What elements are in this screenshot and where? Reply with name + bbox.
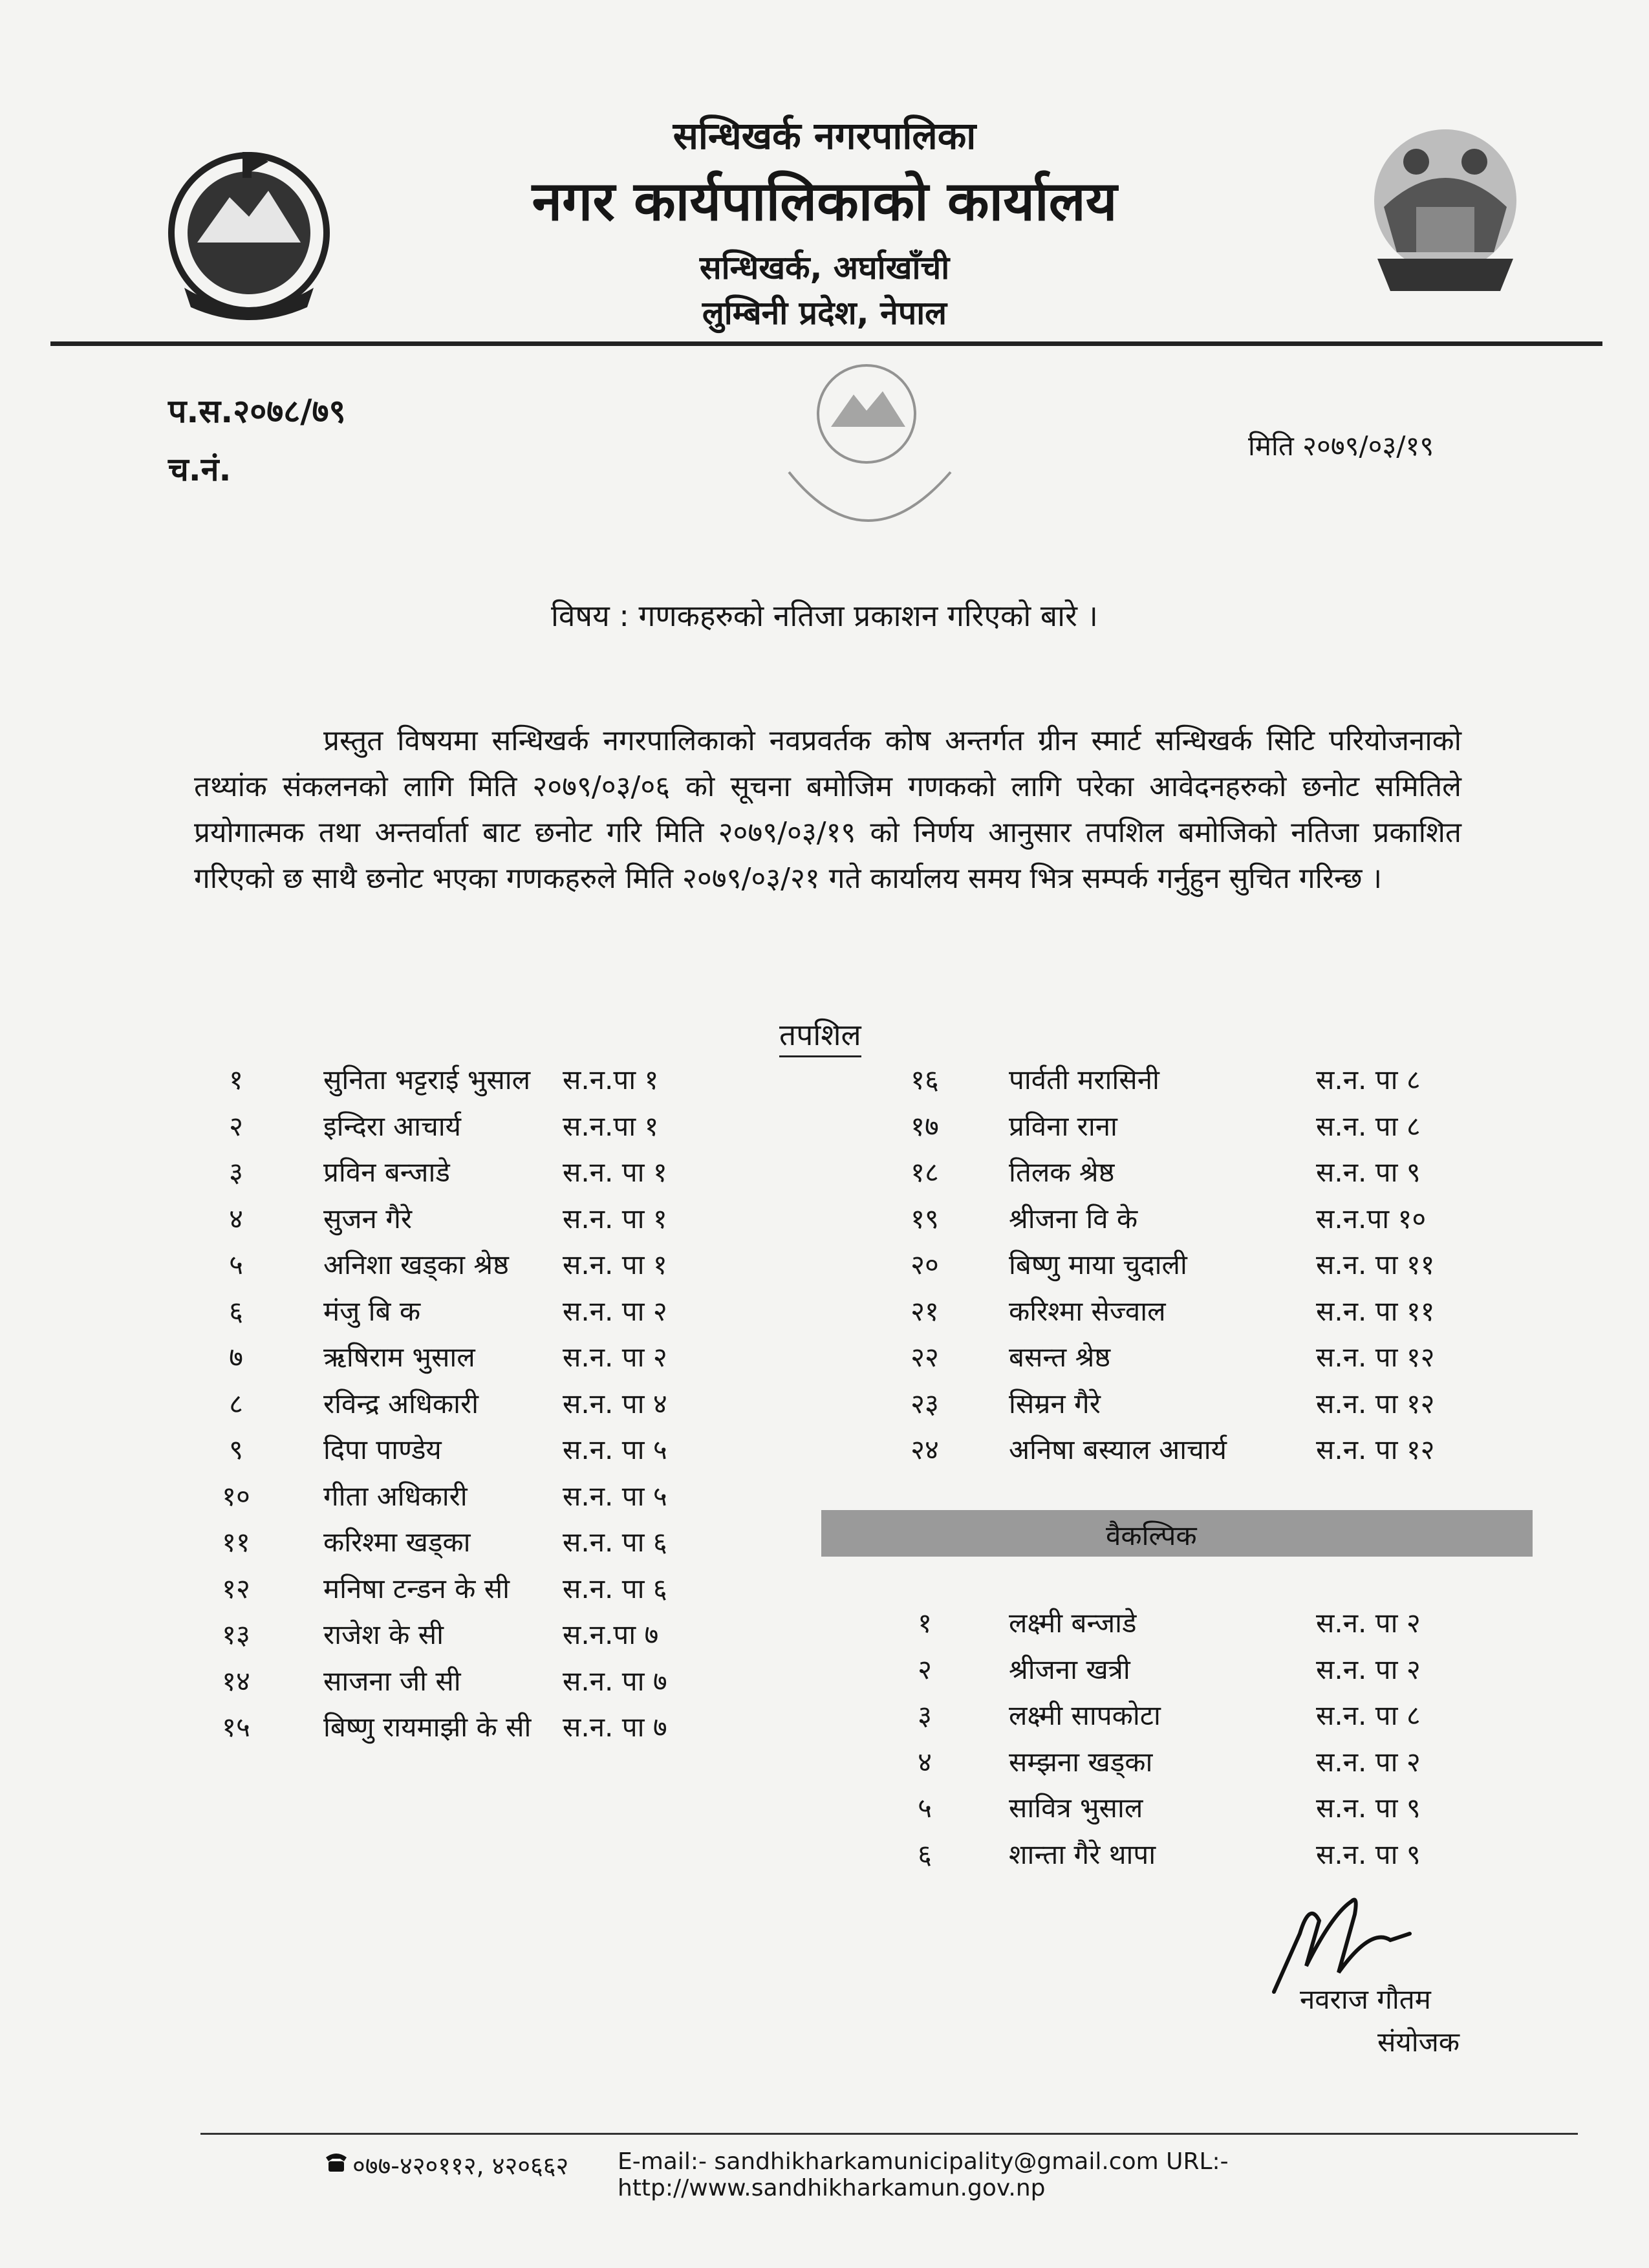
table-row — [197, 1338, 844, 1378]
row-ward: स.न. पा ७ — [563, 1665, 667, 1697]
row-ward: स.न.पा ७ — [563, 1619, 659, 1650]
row-number: २३ — [911, 1387, 939, 1420]
row-name: सिम्रन गैरे — [1009, 1387, 1101, 1420]
row-name: बसन्त श्रेष्ठ — [1009, 1341, 1111, 1373]
table-row — [886, 1789, 1533, 1829]
row-ward: स.न. पा २ — [563, 1295, 667, 1327]
row-number: २ — [918, 1653, 932, 1685]
table-row — [886, 1696, 1533, 1736]
row-ward: स.न. पा २ — [1316, 1745, 1421, 1778]
dispatch-number: च.नं. — [168, 451, 232, 488]
details-heading: तपशिल — [779, 1014, 861, 1057]
row-name: साजना जी सी — [323, 1665, 461, 1697]
row-name: अनिषा बस्याल आचार्य — [1009, 1434, 1227, 1465]
row-number: ७ — [229, 1341, 243, 1373]
table-row — [197, 1477, 844, 1517]
row-name: दिपा पाण्डेय — [323, 1434, 442, 1465]
row-name: मंजु बि क — [323, 1295, 421, 1327]
row-name: रविन्द्र अधिकारी — [323, 1387, 479, 1420]
row-ward: स.न. पा ५ — [563, 1434, 667, 1465]
row-ward: स.न. पा १ — [563, 1156, 667, 1188]
row-name: करिश्मा खड्का — [323, 1526, 471, 1558]
row-name: प्रविना राना — [1009, 1110, 1117, 1142]
signer-name: नवराज गौतम — [1300, 1983, 1431, 2015]
table-row — [886, 1246, 1533, 1286]
footer-phone: ०७७-४२०११२, ४२०६६२ — [352, 2152, 569, 2180]
row-name: राजेश के सी — [323, 1619, 444, 1650]
row-number: २ — [229, 1110, 243, 1142]
row-name: सम्झना खड्का — [1009, 1745, 1153, 1778]
row-number: १२ — [222, 1572, 250, 1604]
row-name: श्रीजना खत्री — [1009, 1653, 1130, 1685]
signer-role: संयोजक — [1377, 2026, 1460, 2058]
table-row — [886, 1604, 1533, 1644]
letter-date: मिति २०७९/०३/१९ — [1248, 430, 1434, 462]
municipality-name: सन्धिखर्क नगरपालिका — [673, 114, 976, 158]
row-ward: स.न. पा ८ — [1316, 1110, 1421, 1142]
row-number: १४ — [222, 1665, 250, 1697]
phone-icon — [323, 2151, 349, 2173]
row-name: बिष्णु रायमाझी के सी — [323, 1711, 532, 1743]
row-number: ५ — [918, 1792, 932, 1824]
row-name: लक्ष्मी बन्जाडे — [1009, 1607, 1137, 1639]
row-ward: स.न. पा १२ — [1316, 1387, 1435, 1420]
table-row — [886, 1200, 1533, 1240]
row-number: २४ — [911, 1434, 939, 1465]
row-number: २१ — [911, 1295, 939, 1327]
row-number: १७ — [911, 1110, 939, 1142]
row-ward: स.न. पा १२ — [1316, 1341, 1435, 1373]
office-province: लुम्बिनी प्रदेश, नेपाल — [702, 294, 947, 332]
row-name: इन्दिरा आचार्य — [323, 1110, 462, 1142]
row-name: शान्ता गैरे थापा — [1009, 1838, 1156, 1870]
row-ward: स.न. पा २ — [563, 1341, 667, 1373]
table-row — [886, 1292, 1533, 1332]
municipality-logo-icon — [1339, 110, 1552, 310]
row-name: प्रविन बन्जाडे — [323, 1156, 450, 1188]
header-divider — [50, 341, 1602, 346]
table-row — [197, 1153, 844, 1193]
row-name: करिश्मा सेज्वाल — [1009, 1295, 1166, 1327]
row-name: गीता अधिकारी — [323, 1480, 468, 1512]
row-ward: स.न. पा १ — [563, 1249, 667, 1280]
table-row — [886, 1061, 1533, 1101]
row-number: ५ — [229, 1249, 243, 1280]
row-ward: स.न. पा ६ — [563, 1572, 667, 1604]
row-number: ३ — [918, 1700, 932, 1731]
table-row — [197, 1107, 844, 1147]
row-number: १० — [222, 1480, 250, 1512]
table-row — [886, 1835, 1533, 1875]
table-row — [197, 1570, 844, 1610]
row-number: १९ — [911, 1202, 939, 1235]
row-number: ४ — [229, 1202, 243, 1235]
row-number: २२ — [911, 1341, 939, 1373]
row-number: ६ — [918, 1838, 932, 1870]
table-row — [886, 1431, 1533, 1471]
row-ward: स.न. पा २ — [1316, 1653, 1421, 1685]
table-row — [197, 1061, 844, 1101]
row-number: ४ — [918, 1745, 932, 1778]
row-ward: स.न. पा ४ — [563, 1387, 667, 1420]
table-row — [886, 1338, 1533, 1378]
row-ward: स.न. पा २ — [1316, 1607, 1421, 1639]
row-number: १६ — [911, 1064, 939, 1096]
table-row — [886, 1650, 1533, 1690]
reference-number: प.स.२०७८/७९ — [168, 393, 346, 430]
row-name: सावित्र भुसाल — [1009, 1792, 1143, 1824]
table-row — [197, 1662, 844, 1702]
row-name: अनिशा खड्का श्रेष्ठ — [323, 1249, 509, 1280]
table-row — [197, 1615, 844, 1656]
row-name: बिष्णु माया चुदाली — [1009, 1249, 1187, 1280]
row-number: ९ — [229, 1434, 243, 1465]
row-name: सुजन गैरे — [323, 1202, 413, 1235]
nepal-emblem-icon — [146, 139, 352, 327]
alternative-band — [821, 1510, 1533, 1557]
office-title: नगर कार्यपालिकाको कार्यालय — [532, 169, 1117, 233]
letter-subject: विषय : गणकहरुको नतिजा प्रकाशन गरिएको बारे । — [551, 598, 1098, 633]
table-row — [197, 1431, 844, 1471]
row-ward: स.न. पा ११ — [1316, 1295, 1435, 1327]
table-row — [197, 1292, 844, 1332]
row-ward: स.न.पा १ — [563, 1110, 659, 1142]
row-name: लक्ष्मी सापकोटा — [1009, 1700, 1161, 1731]
row-name: तिलक श्रेष्ठ — [1009, 1156, 1115, 1188]
row-name: ऋषिराम भुसाल — [323, 1341, 475, 1373]
row-name: सुनिता भट्टराई भुसाल — [323, 1064, 531, 1096]
row-number: ८ — [229, 1387, 243, 1420]
row-ward: स.न. पा ९ — [1316, 1838, 1421, 1870]
row-ward: स.न. पा ७ — [563, 1711, 667, 1743]
alternative-heading: वैकल्पिक — [1106, 1520, 1197, 1551]
row-ward: स.न. पा १ — [563, 1202, 667, 1235]
table-row — [197, 1200, 844, 1240]
row-number: ३ — [229, 1156, 243, 1188]
row-ward: स.न. पा ६ — [563, 1526, 667, 1558]
table-row — [886, 1743, 1533, 1783]
row-number: २० — [911, 1249, 939, 1280]
table-row — [197, 1385, 844, 1425]
table-row — [197, 1708, 844, 1748]
row-number: १५ — [222, 1711, 250, 1743]
row-ward: स.न. पा १२ — [1316, 1434, 1435, 1465]
row-ward: स.न. पा ५ — [563, 1480, 667, 1512]
row-name: श्रीजना वि के — [1009, 1202, 1138, 1235]
row-number: १ — [229, 1064, 243, 1096]
letter-body — [194, 718, 1461, 902]
row-ward: स.न.पा १ — [563, 1064, 659, 1096]
footer-divider — [200, 2133, 1578, 2135]
row-ward: स.न. पा ८ — [1316, 1064, 1421, 1096]
row-number: ११ — [222, 1526, 250, 1558]
row-number: १३ — [222, 1619, 250, 1650]
table-row — [886, 1107, 1533, 1147]
row-number: १८ — [911, 1156, 939, 1188]
table-row — [886, 1153, 1533, 1193]
row-name: पार्वती मरासिनी — [1009, 1064, 1159, 1096]
office-location: सन्धिखर्क, अर्घाखाँची — [699, 249, 950, 286]
row-ward: स.न. पा ११ — [1316, 1249, 1435, 1280]
footer-contact: E-mail:- sandhikharkamunicipality@gmail.com URL:-http://www.sandhikharkamun.gov.np — [618, 2148, 1229, 2201]
table-row — [197, 1246, 844, 1286]
row-ward: स.न.पा १० — [1316, 1202, 1427, 1235]
table-row — [886, 1385, 1533, 1425]
office-stamp-icon — [770, 356, 964, 569]
row-name: मनिषा टन्डन के सी — [323, 1572, 510, 1604]
row-number: ६ — [229, 1295, 243, 1327]
row-number: १ — [918, 1607, 932, 1639]
table-row — [197, 1523, 844, 1563]
row-ward: स.न. पा ९ — [1316, 1792, 1421, 1824]
row-ward: स.न. पा ८ — [1316, 1700, 1421, 1731]
row-ward: स.न. पा ९ — [1316, 1156, 1421, 1188]
letter-body-text: प्रस्तुत विषयमा सन्धिखर्क नगरपालिकाको नवप्रवर्तक कोष अन्तर्गत ग्रीन स्मार्ट सन्धिखर्क सिटि परियोजनाको तथ्यांक संकलनको लागि मिति २०७९/०३/०६ को सूचना बमोजिम गणकको लागि परेका आवेदनहरुको छनोट समितिले प्रयोगात्मक तथा अन्तर्वार्ता बाट छनोट गरि मिति २०७९/०३/१९ को निर्णय आनुसार तपशिल बमोजिको नतिजा प्रकाशित गरिएको छ साथै छनोट भएका गणकहरुले मिति २०७९/०३/२१ गते कार्यालय समय भित्र सम्पर्क गर्नुहुन सुचित गरिन्छ । — [194, 724, 1461, 895]
